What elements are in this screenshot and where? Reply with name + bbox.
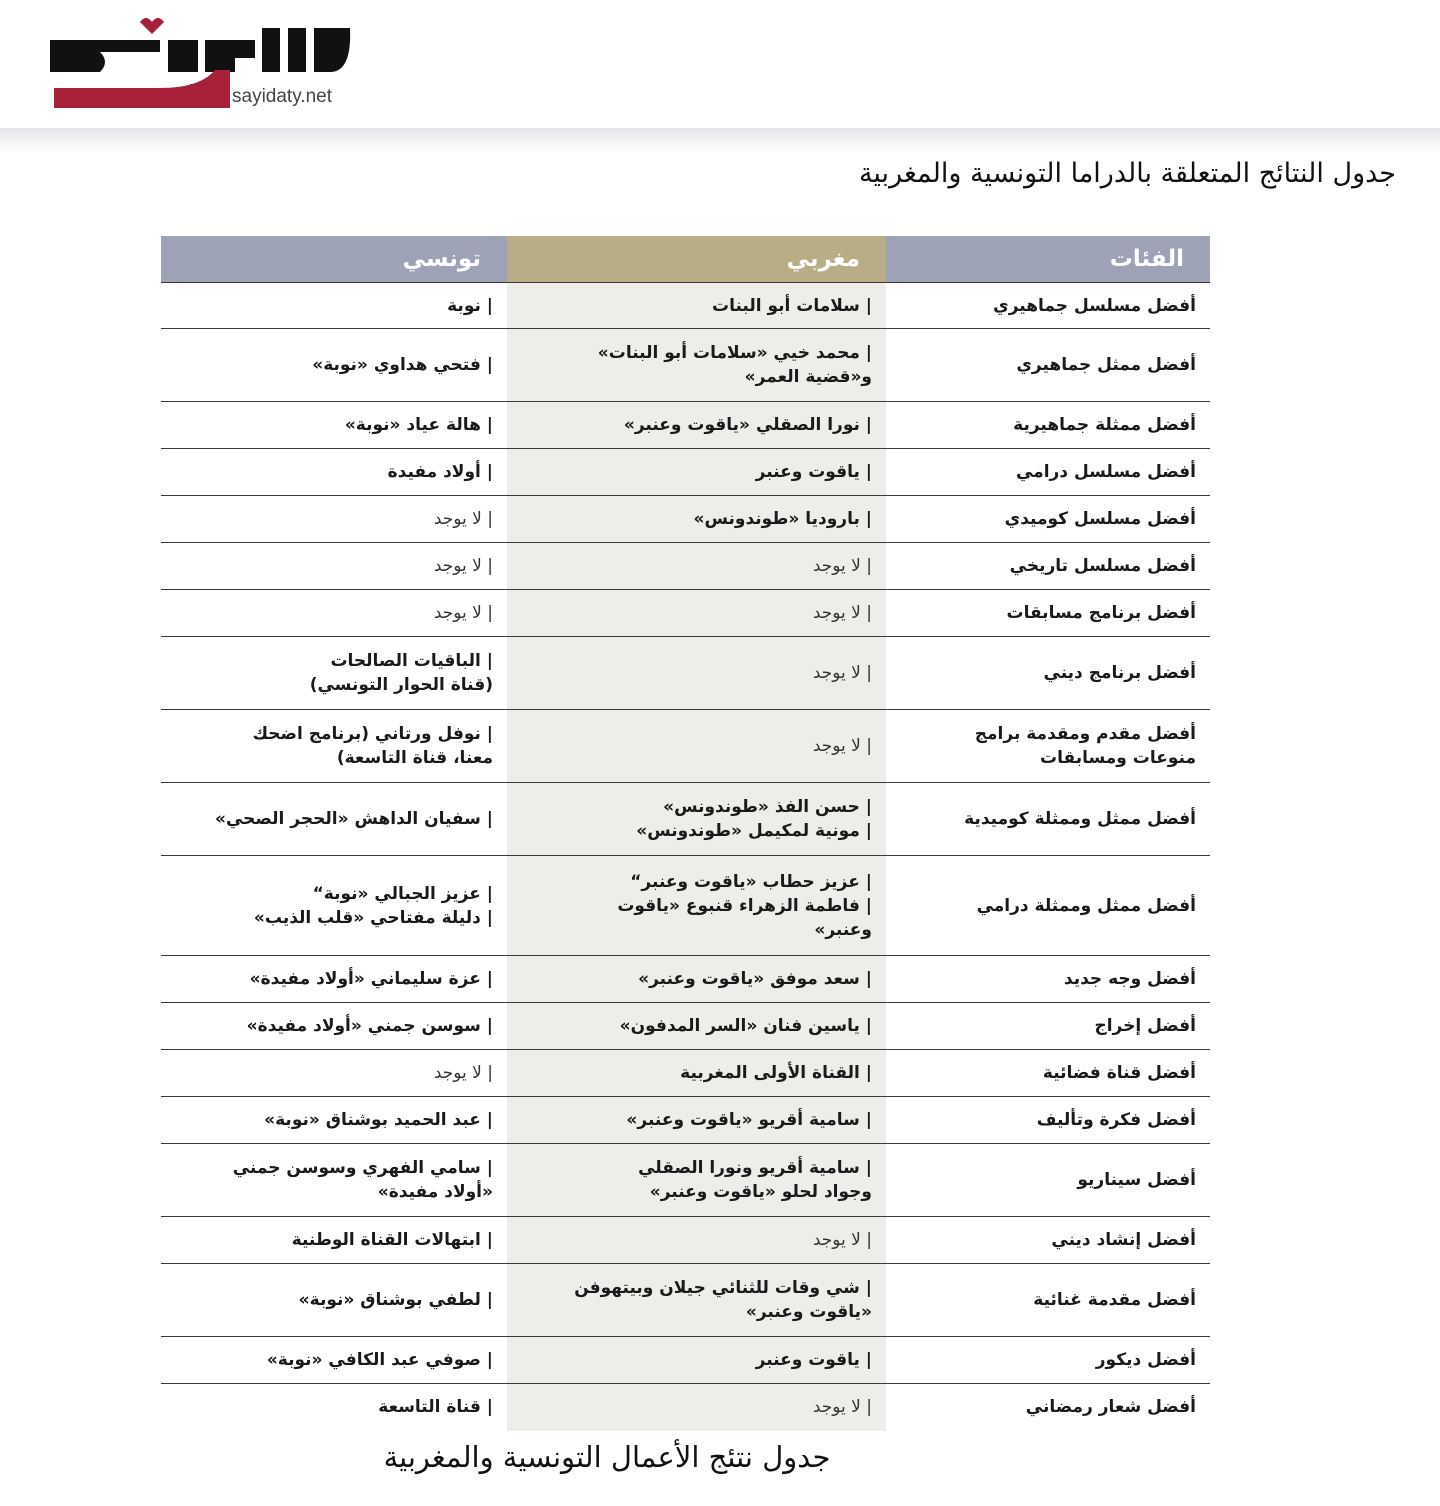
row-tunisian: | سامي الفهري وسوسن جمني «أولاد مفيدة» — [161, 1144, 507, 1217]
row-moroccan: | لا يوجد — [507, 637, 886, 710]
table-row — [161, 1217, 1210, 1264]
header-categories: الفئات — [886, 236, 1210, 283]
row-category: أفضل مسلسل درامي — [886, 449, 1210, 496]
row-category: أفضل سيناريو — [886, 1144, 1210, 1217]
row-category: أفضل مسلسل تاريخي — [886, 543, 1210, 590]
table-row — [161, 710, 1210, 783]
row-tunisian: | صوفي عبد الكافي «نوبة» — [161, 1337, 507, 1384]
row-tunisian: | نوفل ورتاني (برنامج اضحك معنا، قناة التاسعة) — [161, 710, 507, 783]
row-tunisian: | ابتهالات القناة الوطنية — [161, 1217, 507, 1264]
row-moroccan: | شي وقات للثنائي جيلان وبيتهوفن «ياقوت وعنبر» — [507, 1264, 886, 1337]
row-category: أفضل إنشاد ديني — [886, 1217, 1210, 1264]
table-row — [161, 956, 1210, 1003]
row-moroccan: | نورا الصقلي «ياقوت وعنبر» — [507, 402, 886, 449]
table-row — [161, 783, 1210, 856]
row-category: أفضل ممثلة جماهيرية — [886, 402, 1210, 449]
row-moroccan: | لا يوجد — [507, 543, 886, 590]
table-row — [161, 856, 1210, 956]
row-category: أفضل فكرة وتأليف — [886, 1097, 1210, 1144]
row-category: أفضل مسلسل كوميدي — [886, 496, 1210, 543]
row-category: أفضل إخراج — [886, 1003, 1210, 1050]
row-moroccan: | ياسين فنان «السر المدفون» — [507, 1003, 886, 1050]
table-row — [161, 496, 1210, 543]
table-header-row — [161, 236, 1210, 283]
header-divider — [0, 128, 1440, 154]
table-row — [161, 1144, 1210, 1217]
row-tunisian: | لا يوجد — [161, 1050, 507, 1097]
results-table — [161, 236, 1210, 1431]
row-category: أفضل مقدم ومقدمة برامج منوعات ومسابقات — [886, 710, 1210, 783]
row-moroccan: | القناة الأولى المغربية — [507, 1050, 886, 1097]
row-category: أفضل ممثل وممثلة درامي — [886, 856, 1210, 956]
row-tunisian: | فتحي هداوي «نوبة» — [161, 329, 507, 402]
row-moroccan: | لا يوجد — [507, 1217, 886, 1264]
row-tunisian: | سوسن جمني «أولاد مفيدة» — [161, 1003, 507, 1050]
table-row — [161, 402, 1210, 449]
table-row — [161, 590, 1210, 637]
row-tunisian: | لا يوجد — [161, 496, 507, 543]
table-row — [161, 1337, 1210, 1384]
row-tunisian: | لطفي بوشناق «نوبة» — [161, 1264, 507, 1337]
row-moroccan: | محمد خيي «سلامات أبو البنات» و«قضية العمر» — [507, 329, 886, 402]
row-moroccan: | لا يوجد — [507, 1384, 886, 1431]
table-caption: جدول نتئج الأعمال التونسية والمغربية — [383, 1440, 831, 1474]
row-category: أفضل برنامج ديني — [886, 637, 1210, 710]
row-moroccan: | لا يوجد — [507, 590, 886, 637]
header-moroccan: مغربي — [507, 236, 886, 283]
row-moroccan: | حسن الفذ «طوندونس» | مونية لمكيمل «طوندونس» — [507, 783, 886, 856]
row-tunisian: | سفيان الداهش «الحجر الصحي» — [161, 783, 507, 856]
row-category: أفضل ديكور — [886, 1337, 1210, 1384]
row-moroccan: | لا يوجد — [507, 710, 886, 783]
row-category: أفضل قناة فضائية — [886, 1050, 1210, 1097]
site-header — [0, 0, 1440, 132]
row-category: أفضل مسلسل جماهيري — [886, 283, 1210, 329]
row-tunisian: | عزيز الجبالي «نوبة“ | دليلة مفتاحي «قلب الذيب» — [161, 856, 507, 956]
table-row — [161, 1264, 1210, 1337]
row-tunisian: | نوبة — [161, 283, 507, 329]
row-tunisian: | هالة عياد «نوبة» — [161, 402, 507, 449]
table-row — [161, 1050, 1210, 1097]
row-category: أفضل مقدمة غنائية — [886, 1264, 1210, 1337]
row-tunisian: | أولاد مفيدة — [161, 449, 507, 496]
table-row — [161, 1003, 1210, 1050]
table-row — [161, 1384, 1210, 1431]
page-title: جدول النتائج المتعلقة بالدراما التونسية والمغربية — [858, 158, 1396, 189]
row-moroccan: | باروديا «طوندونس» — [507, 496, 886, 543]
table-row — [161, 329, 1210, 402]
row-moroccan: | ياقوت وعنبر — [507, 1337, 886, 1384]
table-row — [161, 283, 1210, 329]
row-moroccan: | سامية أقريو ونورا الصقلي وجواد لحلو «ياقوت وعنبر» — [507, 1144, 886, 1217]
header-tunisian: تونسي — [161, 236, 507, 283]
row-tunisian: | قناة التاسعة — [378, 1397, 493, 1418]
row-moroccan: | سلامات أبو البنات — [507, 283, 886, 329]
row-moroccan: | ياقوت وعنبر — [507, 449, 886, 496]
row-tunisian: | لا يوجد — [161, 590, 507, 637]
row-category: أفضل ممثل جماهيري — [886, 329, 1210, 402]
row-tunisian: | عبد الحميد بوشناق «نوبة» — [161, 1097, 507, 1144]
row-moroccan: | سعد موفق «ياقوت وعنبر» — [507, 956, 886, 1003]
table-row — [161, 637, 1210, 710]
table-body — [161, 283, 1210, 1431]
row-tunisian: | لا يوجد — [161, 543, 507, 590]
row-category: أفضل برنامج مسابقات — [886, 590, 1210, 637]
row-category: أفضل ممثل وممثلة كوميدية — [886, 783, 1210, 856]
row-category: أفضل شعار رمضاني — [1025, 1397, 1196, 1418]
row-category: أفضل وجه جديد — [886, 956, 1210, 1003]
table-row — [161, 1097, 1210, 1144]
logo-url-text: sayidaty.net — [232, 86, 332, 107]
row-moroccan: | عزيز حطاب «ياقوت وعنبر“ | فاطمة الزهراء قنبوع «ياقوت وعنبر» — [507, 856, 886, 956]
row-tunisian: | الباقيات الصالحات (قناة الحوار التونسي) — [161, 637, 507, 710]
row-moroccan: | سامية أقريو «ياقوت وعنبر» — [507, 1097, 886, 1144]
table-row — [161, 543, 1210, 590]
row-tunisian: | عزة سليماني «أولاد مفيدة» — [161, 956, 507, 1003]
table-row — [161, 449, 1210, 496]
